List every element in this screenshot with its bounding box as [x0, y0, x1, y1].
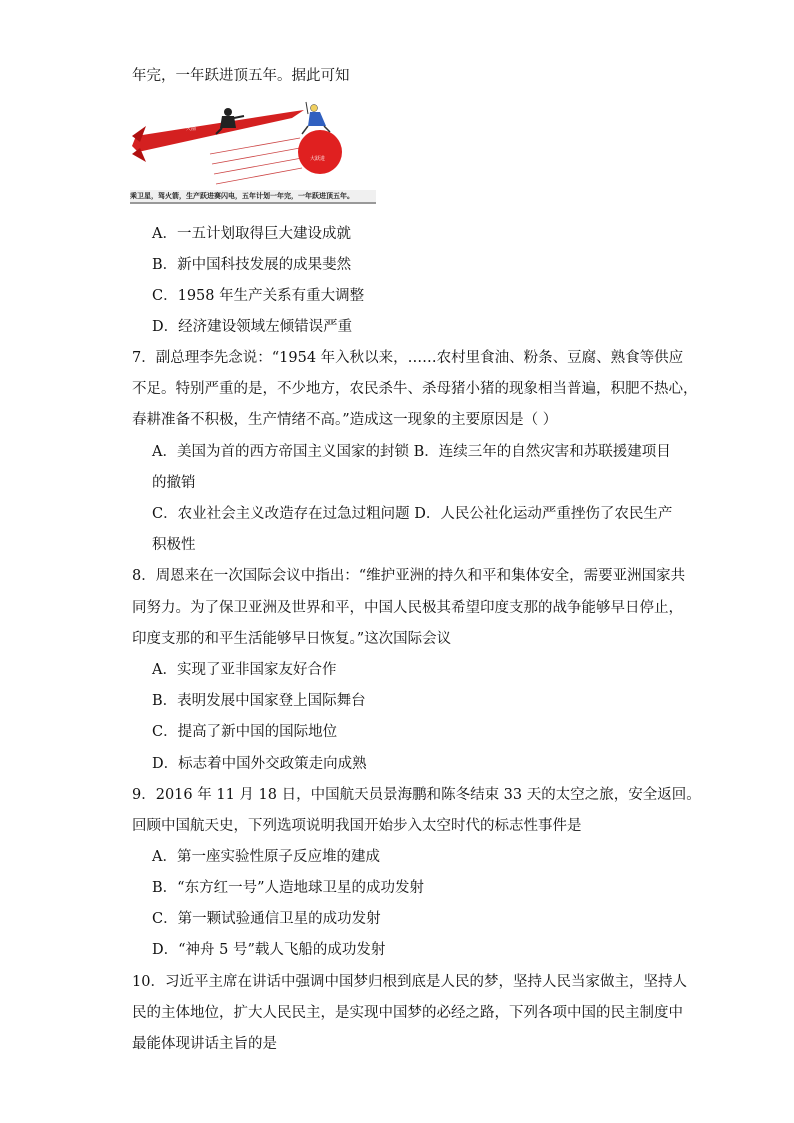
q8-stem-line-1: 8．周恩来在一次国际会议中指出：“维护亚洲的持久和平和集体安全，需要亚洲国家共	[132, 568, 686, 584]
q8-stem-line-3: 印度支那的和平生活能够早日恢复。”这次国际会议	[132, 631, 452, 647]
cartoon-caption: 乘卫星，驾火箭，生产跃进赛闪电，五年计划一年完，一年跃进顶五年。	[130, 190, 376, 204]
q7-stem-line-2: 不足。特别严重的是，不少地方，农民杀牛、杀母猪小猪的现象相当普遍，积肥不热心，	[132, 381, 698, 397]
q7-stem-line-3: 春耕准备不积极，生产情绪不高。”造成这一现象的主要原因是（ ）	[132, 412, 558, 428]
q7-option-ab: A．美国为首的西方帝国主义国家的封锁 B．连续三年的自然灾害和苏联援建项目	[152, 444, 671, 460]
q7-option-b-cont: 的撤销	[152, 475, 196, 491]
q8-option-b: B．表明发展中国家登上国际舞台	[152, 693, 366, 709]
q10-stem-line-1: 10．习近平主席在讲话中强调中国梦归根到底是人民的梦，坚持人民当家做主，坚持人	[132, 974, 687, 990]
q9-stem-line-1: 9．2016 年 11 月 18 日，中国航天员景海鹏和陈冬结束 33 天的太空之旅，安全返回。	[132, 787, 701, 803]
q9-option-a: A．第一座实验性原子反应堆的建成	[152, 849, 380, 865]
red-ball-icon	[298, 130, 342, 174]
q8-option-a: A．实现了亚非国家友好合作	[152, 662, 337, 678]
great-leap-cartoon	[130, 96, 376, 204]
q6-option-d: D．经济建设领域左倾错误严重	[152, 319, 353, 335]
q10-stem-line-3: 最能体现讲话主旨的是	[132, 1036, 277, 1052]
rocket-label: 火箭	[186, 126, 197, 132]
ball-label: 大跃进	[310, 156, 326, 162]
q6-option-c: C．1958 年生产关系有重大调整	[152, 288, 365, 304]
q7-option-d-cont: 积极性	[152, 537, 196, 553]
q6-option-b: B．新中国科技发展的成果斐然	[152, 257, 352, 273]
q9-option-b: B．“东方红一号”人造地球卫星的成功发射	[152, 880, 424, 896]
q9-stem-line-2: 回顾中国航天史，下列选项说明我国开始步入太空时代的标志性事件是	[132, 818, 582, 834]
q6-option-a: A．一五计划取得巨大建设成就	[152, 226, 351, 242]
q10-stem-line-2: 民的主体地位，扩大人民民主，是实现中国梦的必经之路，下列各项中国的民主制度中	[132, 1005, 683, 1021]
q7-option-cd: C．农业社会主义改造存在过急过粗问题 D．人民公社化运动严重挫伤了农民生产	[152, 506, 673, 522]
q9-option-d: D．“神舟 5 号”载人飞船的成功发射	[152, 942, 386, 958]
q8-option-d: D．标志着中国外交政策走向成熟	[152, 756, 367, 772]
q8-stem-line-2: 同努力。为了保卫亚洲及世界和平，中国人民极其希望印度支那的战争能够早日停止，	[132, 600, 683, 616]
q8-option-c: C．提高了新中国的国际地位	[152, 724, 338, 740]
q6-stem-tail: 年完，一年跃进顶五年。据此可知	[132, 68, 350, 84]
q9-option-c: C．第一颗试验通信卫星的成功发射	[152, 911, 381, 927]
q7-stem-line-1: 7．副总理李先念说：“1954 年入秋以来，……农村里食油、粉条、豆腐、熟食等供应	[132, 350, 684, 366]
